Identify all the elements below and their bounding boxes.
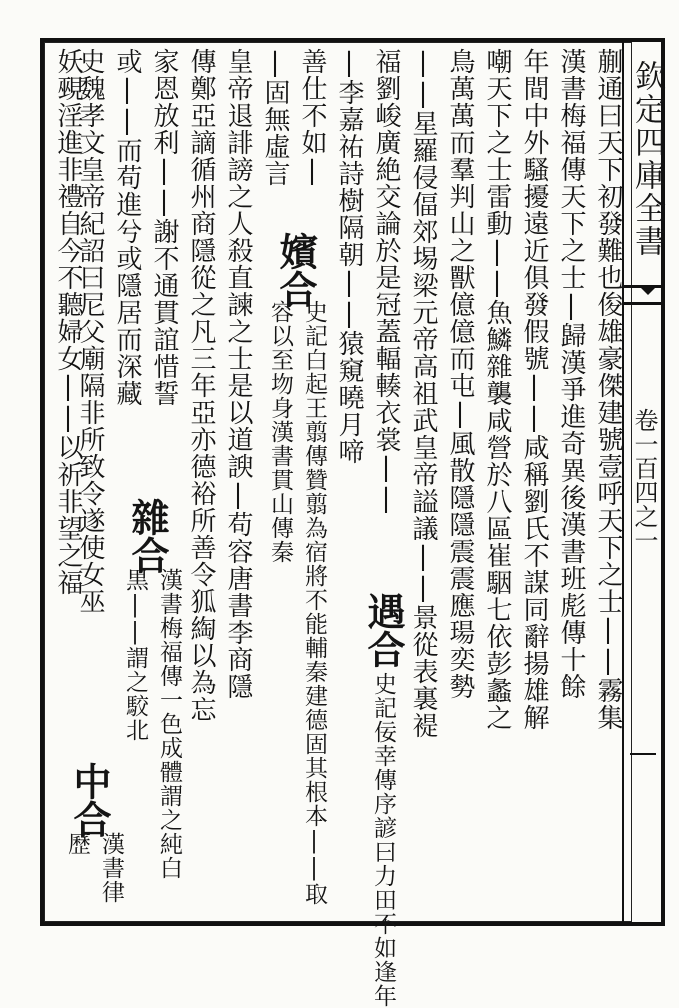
- text-column: 漢書梅福傳天下之士|歸漢爭進奇異後漢書班彪傳十餘: [556, 48, 586, 700]
- text-column: 妖覡淫進非禮自今不聽婦女||以祈非望之福: [53, 48, 83, 596]
- headword: 遇合: [361, 592, 406, 668]
- text-column: 家恩放利||謝不通貫誼惜誓: [149, 48, 179, 407]
- text-column: 蒯通曰天下初發難也俊雄豪傑建號壹呼天下之士||霧集: [593, 48, 623, 731]
- text-column: |固無虛言: [260, 48, 290, 187]
- text-column: 善仕不如|: [297, 48, 327, 187]
- text-column: |李嘉祐詩樹隔朝||猿窺曉月啼: [334, 48, 364, 465]
- text-column: 福劉峻廣絶交論於是冠蓋輻輳衣裳||: [371, 48, 401, 515]
- margin-dash: [630, 753, 656, 755]
- text-column: 皇帝退誹謗之人殺直諫之士是以道諛|苟容唐書李商隱: [223, 48, 253, 700]
- headword: 中合: [67, 762, 112, 838]
- annotation: 漢書律歷: [64, 832, 124, 904]
- annotation: 漢書梅福傳一色成體謂之純白黒||謂之駮北: [122, 568, 182, 880]
- text-column: ||星羅侵偪郊埸梁元帝高祖武皇帝謚議||景從表裏褆: [408, 48, 438, 739]
- headword: 雜合: [125, 498, 170, 574]
- annotation: 史記佞幸傳序諺曰力田不如逢年: [370, 672, 396, 1008]
- book-title: 欽定四庫全書: [629, 60, 665, 258]
- text-column: 年間中外騷擾遠近俱發假號||咸稱劉氏不謀同辭揚雄解: [519, 48, 549, 731]
- headword: 嬪合: [273, 232, 318, 308]
- text-column: 或||而苟進兮或隱居而深藏: [112, 48, 142, 407]
- annotation: 史記白起王翦傳贊翦為宿將不能輔秦建德固其根本||取容以至圽身漢書貫山傳秦: [267, 300, 327, 906]
- fish-tail-mark: [624, 285, 662, 305]
- text-column: 傳鄭亞謫循州商隱從之凡三年亞亦德裕所善令狐綯以為忘: [186, 48, 216, 723]
- text-column: 史魏孝文皇帝紀詔曰尼父廟隔非所致令遂使女巫: [75, 48, 105, 615]
- text-column: 鳥萬萬而羣判山之獸億億而屯|風散隱隱震震應瑒奕勢: [445, 48, 475, 700]
- volume-label: 卷一百四之一: [630, 408, 658, 552]
- text-column: 嘲天下之士雷動||魚鱗雜襲咸營於八區崔駰七依彭蠡之: [482, 48, 512, 731]
